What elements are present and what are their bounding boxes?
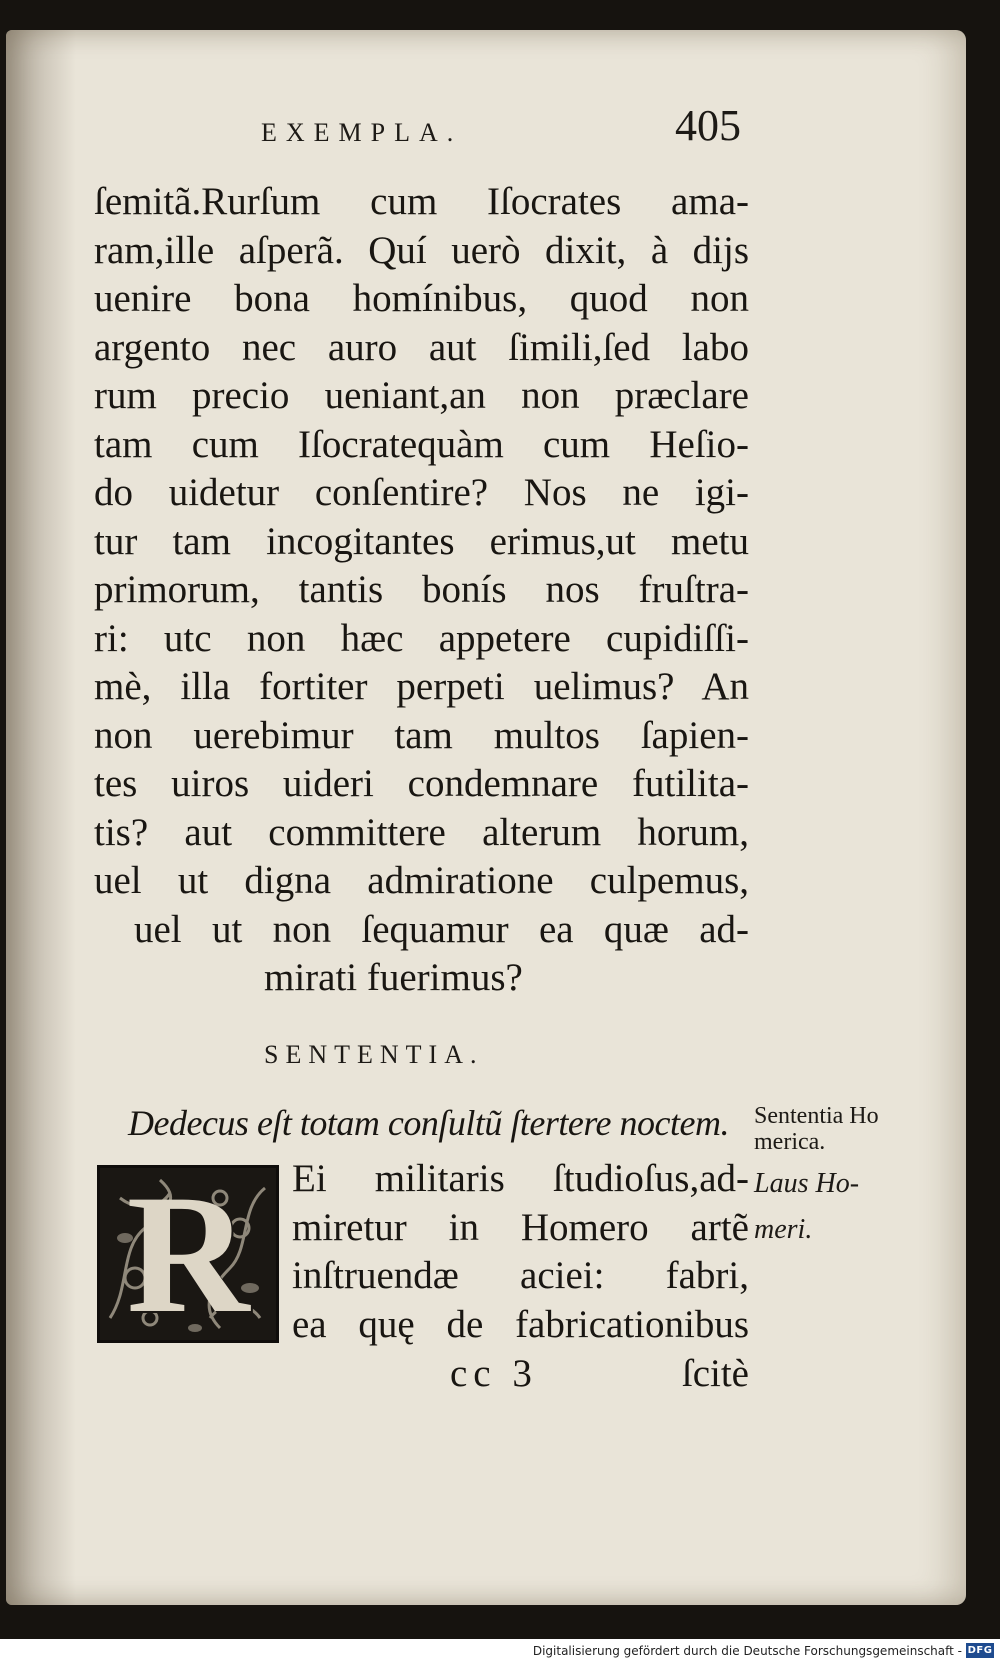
margin-notes bbox=[754, 1103, 904, 1253]
text-line: argento nec auro aut ſimili,ſed labo bbox=[94, 325, 749, 369]
text-line: uel ut digna admiratione culpemus, bbox=[94, 859, 749, 902]
initial-letter: R bbox=[126, 1165, 250, 1343]
margin-note: Laus Ho- bbox=[754, 1168, 860, 1199]
decorated-initial bbox=[97, 1165, 279, 1343]
margin-note: meri. bbox=[754, 1214, 813, 1245]
text-line: ri: utc non hæc appetere cupidiſſi- bbox=[94, 616, 749, 660]
text-line: uel ut non ſequamur ea quæ ad- bbox=[134, 907, 749, 951]
text-line: miretur in Homero artẽ bbox=[292, 1205, 749, 1249]
funding-credit: Digitalisierung gefördert durch die Deutsche Forschungsgemeinschaft - bbox=[532, 1644, 962, 1658]
text-line: ram,ille aſperã. Quí uerò dixit, à dijs bbox=[94, 228, 749, 272]
text-line: mirati fuerimus? bbox=[264, 956, 523, 999]
running-head: EXEMPLA. bbox=[261, 118, 463, 147]
text-line: tes uiros uideri condemnare futilita- bbox=[94, 762, 749, 805]
text-line: tam cum Iſocratequàm cum Heſio- bbox=[94, 422, 749, 466]
text-line: non uerebimur tam multos ſapien- bbox=[94, 713, 749, 757]
text-line: uenire bona homínibus, quod non bbox=[94, 277, 749, 320]
dfg-logo: DFG bbox=[967, 1645, 993, 1656]
text-line: Ei militaris ſtudioſus,ad- bbox=[292, 1157, 749, 1200]
margin-note: Sententia Ho bbox=[754, 1103, 879, 1129]
text-line: rum precio ueniant,an non præclare bbox=[94, 374, 749, 417]
signature-mark: cc 3 bbox=[450, 1352, 538, 1395]
section-heading: SENTENTIA. bbox=[264, 1040, 484, 1069]
verse-line: Dedecus eſt totam conſultũ ſtertere noctem. bbox=[128, 1103, 729, 1143]
text-line: tis? aut committere alterum horum, bbox=[94, 810, 749, 854]
text-line: ſemitã.Rurſum cum Iſocrates ama- bbox=[94, 180, 749, 223]
page-number: 405 bbox=[675, 101, 741, 150]
text-line: do uidetur conſentire? Nos ne igi- bbox=[94, 471, 749, 514]
text-line: inſtruendæ aciei: fabri, bbox=[292, 1254, 749, 1297]
text-line: tur tam incogitantes erimus,ut metu bbox=[94, 519, 749, 563]
margin-note: merica. bbox=[754, 1129, 826, 1155]
body-text bbox=[94, 178, 749, 1003]
chapter-text bbox=[292, 1155, 749, 1349]
book-page bbox=[6, 30, 966, 1605]
text-line: mè, illa fortiter perpeti uelimus? An bbox=[94, 665, 749, 708]
text-line: primorum, tantis bonís nos fruſtra- bbox=[94, 568, 749, 611]
page-header bbox=[261, 100, 741, 150]
signature-line bbox=[94, 1351, 749, 1401]
footer-bar bbox=[0, 1639, 1000, 1661]
catchword: ſcitè bbox=[681, 1352, 749, 1395]
text-line: ea quę de fabricationibus bbox=[292, 1302, 749, 1346]
